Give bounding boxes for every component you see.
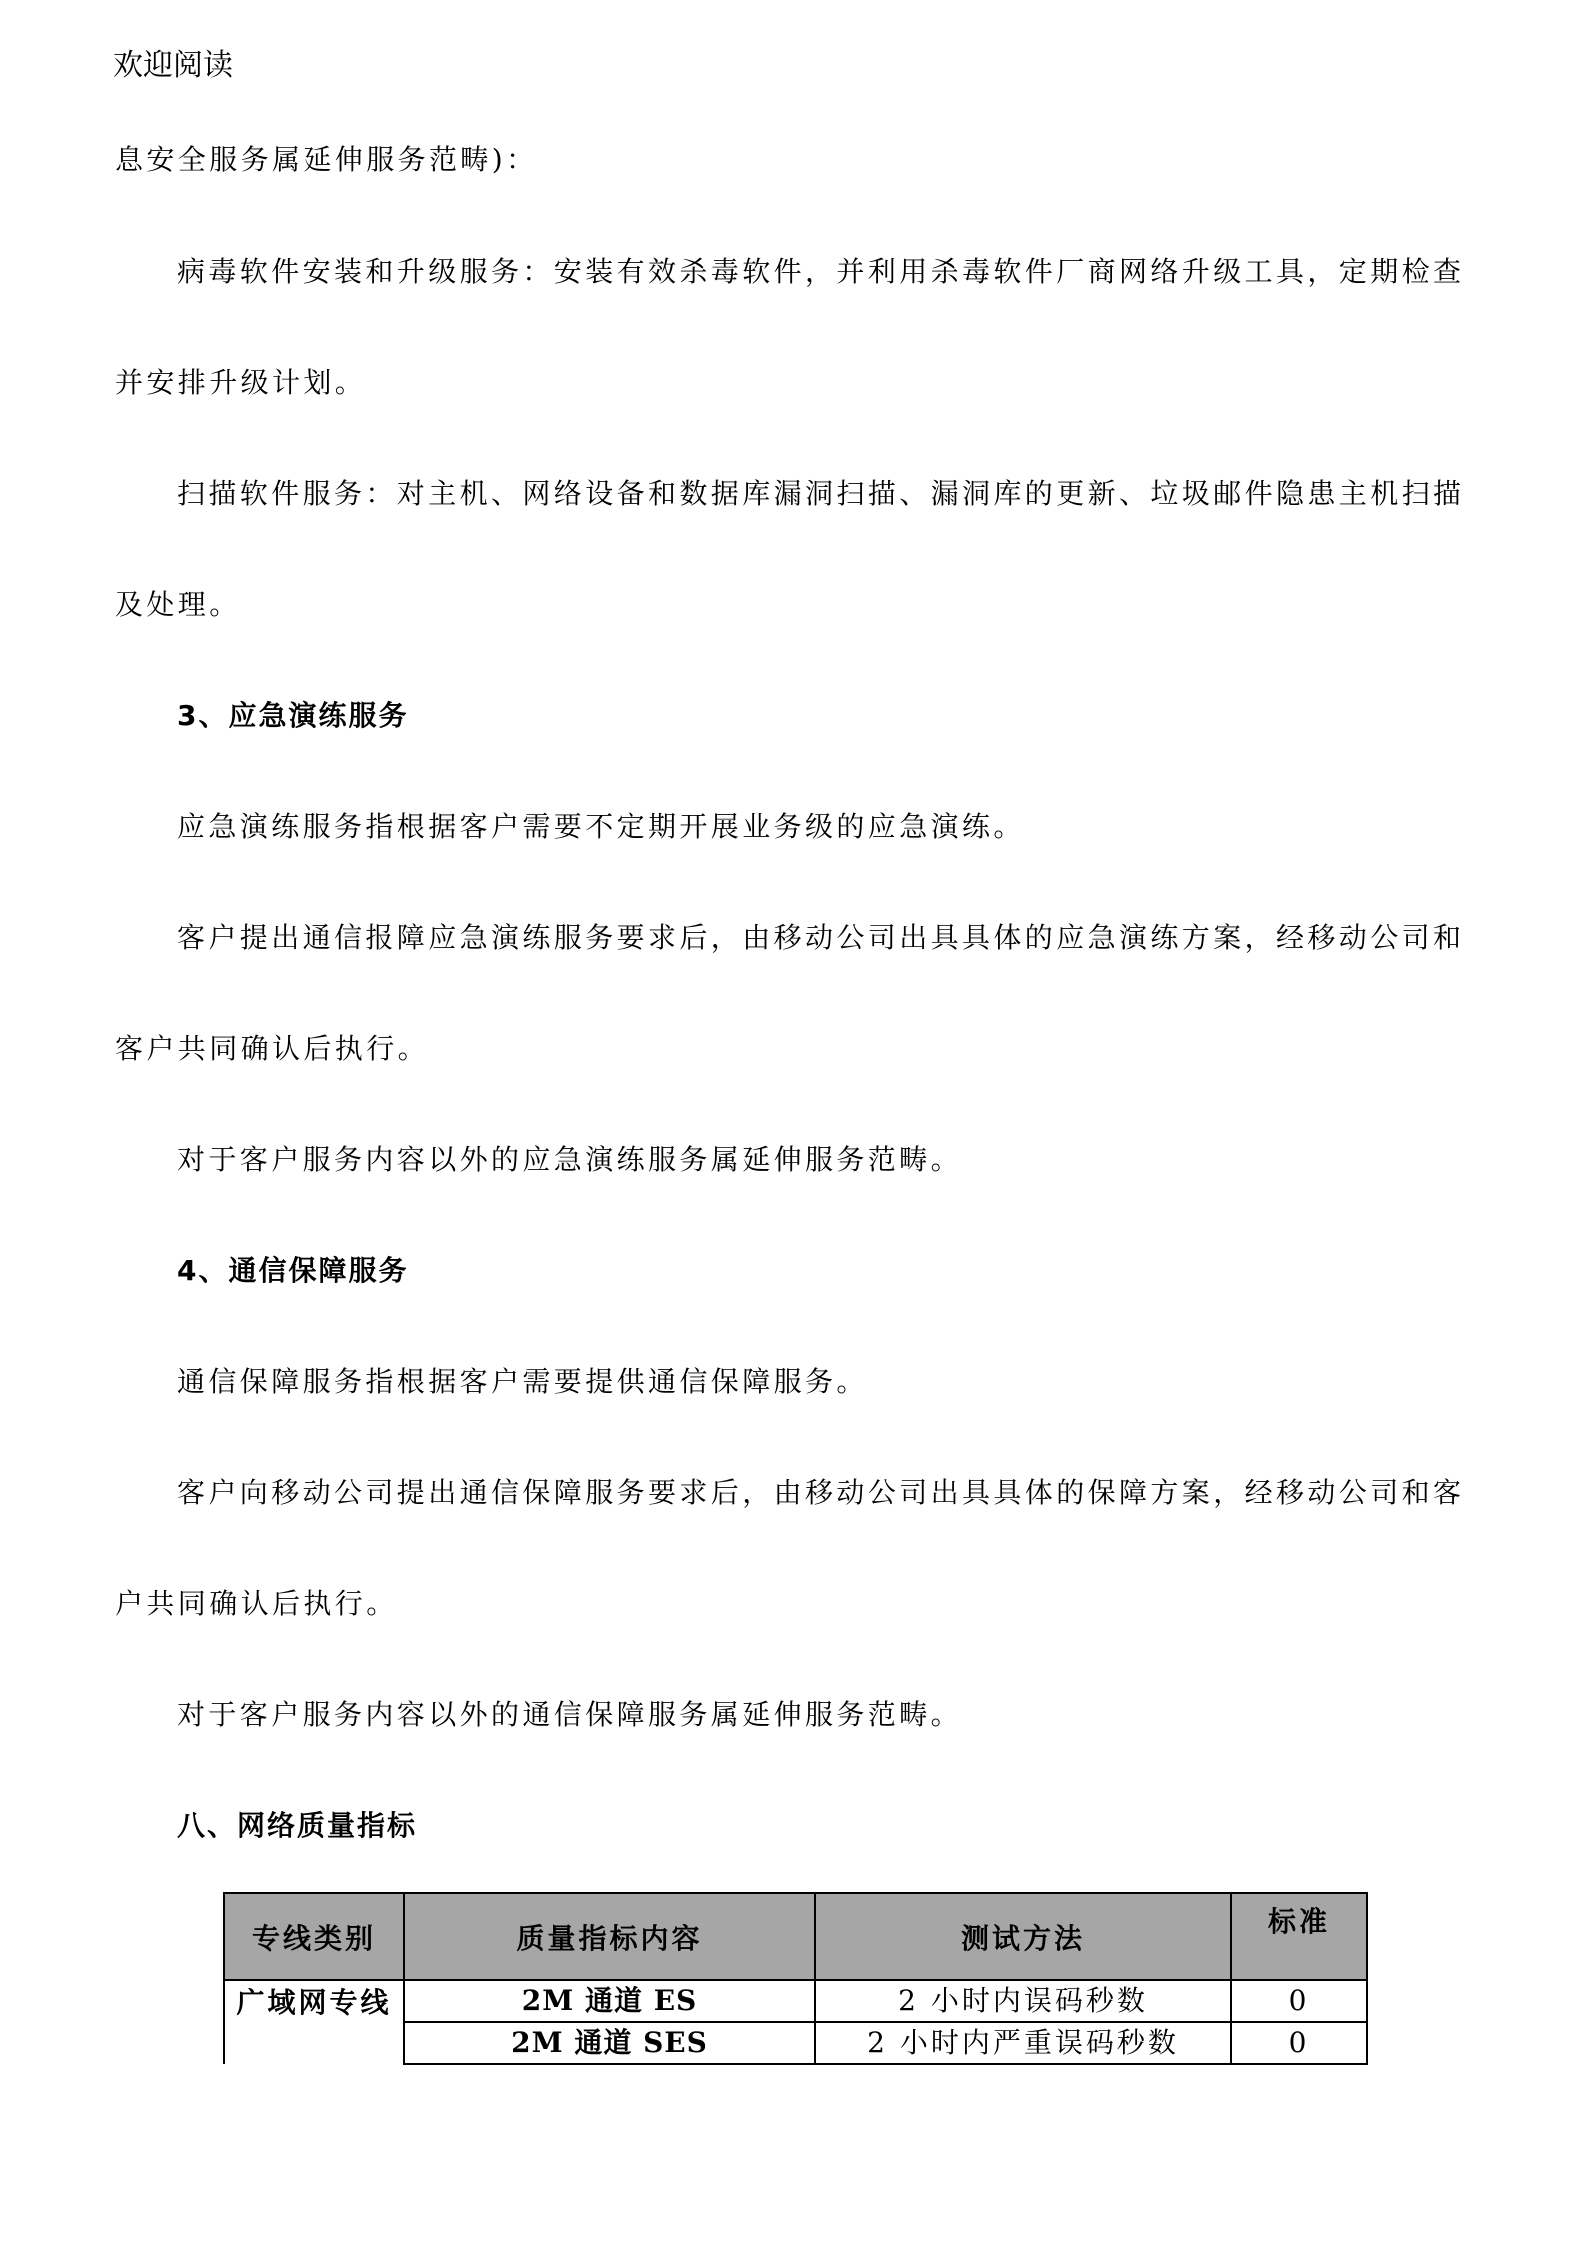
- paragraph-line: 息安全服务属延伸服务范畴)：: [115, 143, 538, 176]
- paragraph-line: 户共同确认后执行。: [115, 1587, 398, 1620]
- column-header-standard: 标准: [1231, 1893, 1367, 1980]
- paragraph-antivirus: 病毒软件安装和升级服务：安装有效杀毒软件，并利用杀毒软件厂商网络升级工具，定期检查: [177, 255, 1465, 288]
- cell-test-method: 2 小时内误码秒数: [815, 1980, 1231, 2022]
- section-heading-comm-assurance: 4、通信保障服务: [177, 1254, 409, 1287]
- paragraph-emergency-drill-desc: 应急演练服务指根据客户需要不定期开展业务级的应急演练。: [177, 810, 1025, 843]
- cell-standard: 0: [1231, 1980, 1367, 2022]
- cell-test-method: 2 小时内严重误码秒数: [815, 2022, 1231, 2064]
- paragraph-comm-assurance-extension: 对于客户服务内容以外的通信保障服务属延伸服务范畴。: [177, 1698, 963, 1731]
- column-header-metric: 质量指标内容: [404, 1893, 815, 1980]
- paragraph-scanning: 扫描软件服务：对主机、网络设备和数据库漏洞扫描、漏洞库的更新、垃圾邮件隐患主机扫描: [177, 477, 1465, 510]
- cell-line-type: 广域网专线: [224, 1980, 404, 2064]
- page-header-caption: 欢迎阅读: [113, 48, 233, 83]
- table-header-row: [224, 1893, 1367, 1980]
- section-heading-emergency-drill: 3、应急演练服务: [177, 699, 409, 732]
- paragraph-emergency-drill-process: 客户提出通信报障应急演练服务要求后，由移动公司出具具体的应急演练方案，经移动公司和: [177, 921, 1465, 954]
- cell-standard: 0: [1231, 2022, 1367, 2064]
- paragraph-line: 客户共同确认后执行。: [115, 1032, 430, 1065]
- cell-metric: 2M 通道 ES: [404, 1980, 815, 2022]
- column-header-test-method: 测试方法: [815, 1893, 1231, 1980]
- cell-metric: 2M 通道 SES: [404, 2022, 815, 2064]
- paragraph-line: 及处理。: [115, 588, 241, 621]
- network-quality-table: [223, 1892, 1368, 2065]
- paragraph-line: 并安排升级计划。: [115, 366, 367, 399]
- paragraph-comm-assurance-desc: 通信保障服务指根据客户需要提供通信保障服务。: [177, 1365, 868, 1398]
- paragraph-emergency-drill-extension: 对于客户服务内容以外的应急演练服务属延伸服务范畴。: [177, 1143, 963, 1176]
- table-row: [224, 1980, 1367, 2022]
- section-heading-network-quality: 八、网络质量指标: [177, 1809, 418, 1842]
- column-header-line-type: 专线类别: [224, 1893, 404, 1980]
- paragraph-comm-assurance-process: 客户向移动公司提出通信保障服务要求后，由移动公司出具具体的保障方案，经移动公司和客: [177, 1476, 1465, 1509]
